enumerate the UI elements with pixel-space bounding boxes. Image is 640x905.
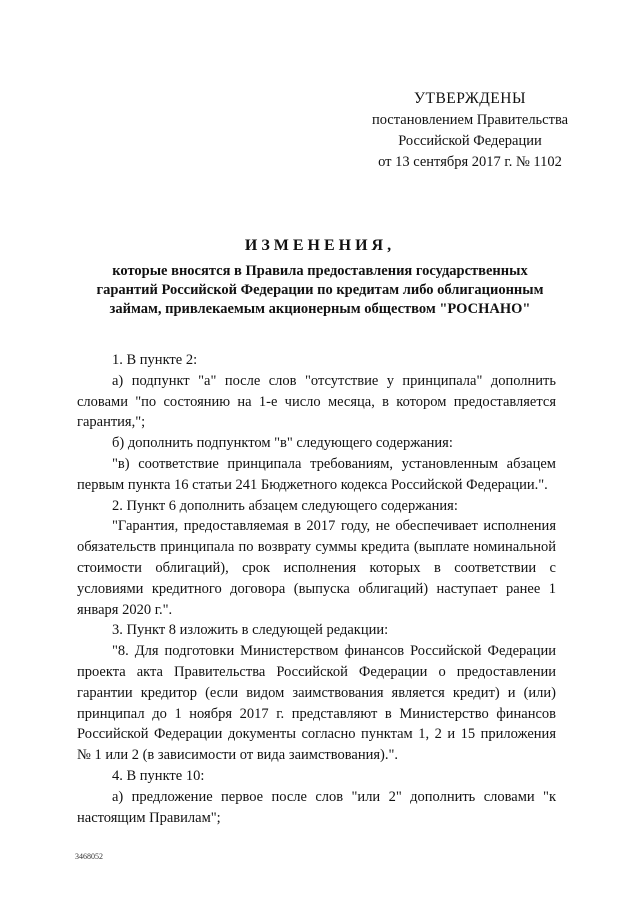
paragraph-9: 4. В пункте 10: [112, 767, 205, 784]
approval-line-3: от 13 сентября 2017 г. № 1102 [378, 154, 562, 170]
approval-stamp [345, 88, 595, 173]
footer-document-code: 3468052 [75, 852, 103, 861]
paragraph-5: 2. Пункт 6 дополнить абзацем следующего содержания: [112, 497, 458, 514]
paragraph-10: а) предложение первое после слов "или 2" дополнить словами "к настоящим Правилам"; [77, 788, 556, 826]
document-subtitle [88, 262, 552, 319]
approval-line-1: постановлением Правительства [371, 112, 569, 128]
document-title: ИЗМЕНЕНИЯ, [244, 237, 396, 254]
approval-line-2: Российской Федерации [398, 133, 542, 149]
subtitle-line-3: займам, привлекаемым акционерным обществом "РОСНАНО" [109, 301, 531, 317]
paragraph-4: "в) соответствие принципала требованиям, установленным абзацем первым пункта 16 статьи 241 Бюджетного кодекса Российской Федерации.". [77, 455, 556, 493]
paragraph-2: а) подпункт "а" после слов "отсутствие у принципала" дополнить словами "по состоянию на 1-е число месяца, в котором предоставляется гарантия,"; [77, 372, 556, 431]
subtitle-line-2: гарантий Российской Федерации по кредитам либо облигационным [96, 282, 544, 298]
paragraph-3: б) дополнить подпунктом "в" следующего содержания: [112, 435, 453, 452]
paragraph-7: 3. Пункт 8 изложить в следующей редакции: [112, 622, 389, 639]
paragraph-6: "Гарантия, предоставляемая в 2017 году, не обеспечивает исполнения обязательств принципала по возврату суммы кредита (выплате номинальной стоимости облигаций), срок исполнения которых в соответствии с условиями кредитного договора (выпуска облигаций) наступает ранее 1 января 2020 г.". [77, 518, 556, 618]
paragraph-1: 1. В пункте 2: [112, 352, 198, 368]
approval-heading: УТВЕРЖДЕНЫ [414, 90, 526, 107]
document-body [77, 350, 556, 828]
paragraph-8: "8. Для подготовки Министерством финансов Российской Федерации проекта акта Правительства Российской Федерации о предоставлении гарантии кредитор (если видом заимствования является кредит) и (или) принципал до 1 ноября 2017 г. представляют в Министерство финансов Российской Федерации документы согласно пунктам 1, 2 и 15 приложения № 1 или 2 (в зависимости от вида заимствования).". [77, 643, 556, 764]
subtitle-line-1: которые вносятся в Правила предоставления государственных [112, 263, 528, 279]
